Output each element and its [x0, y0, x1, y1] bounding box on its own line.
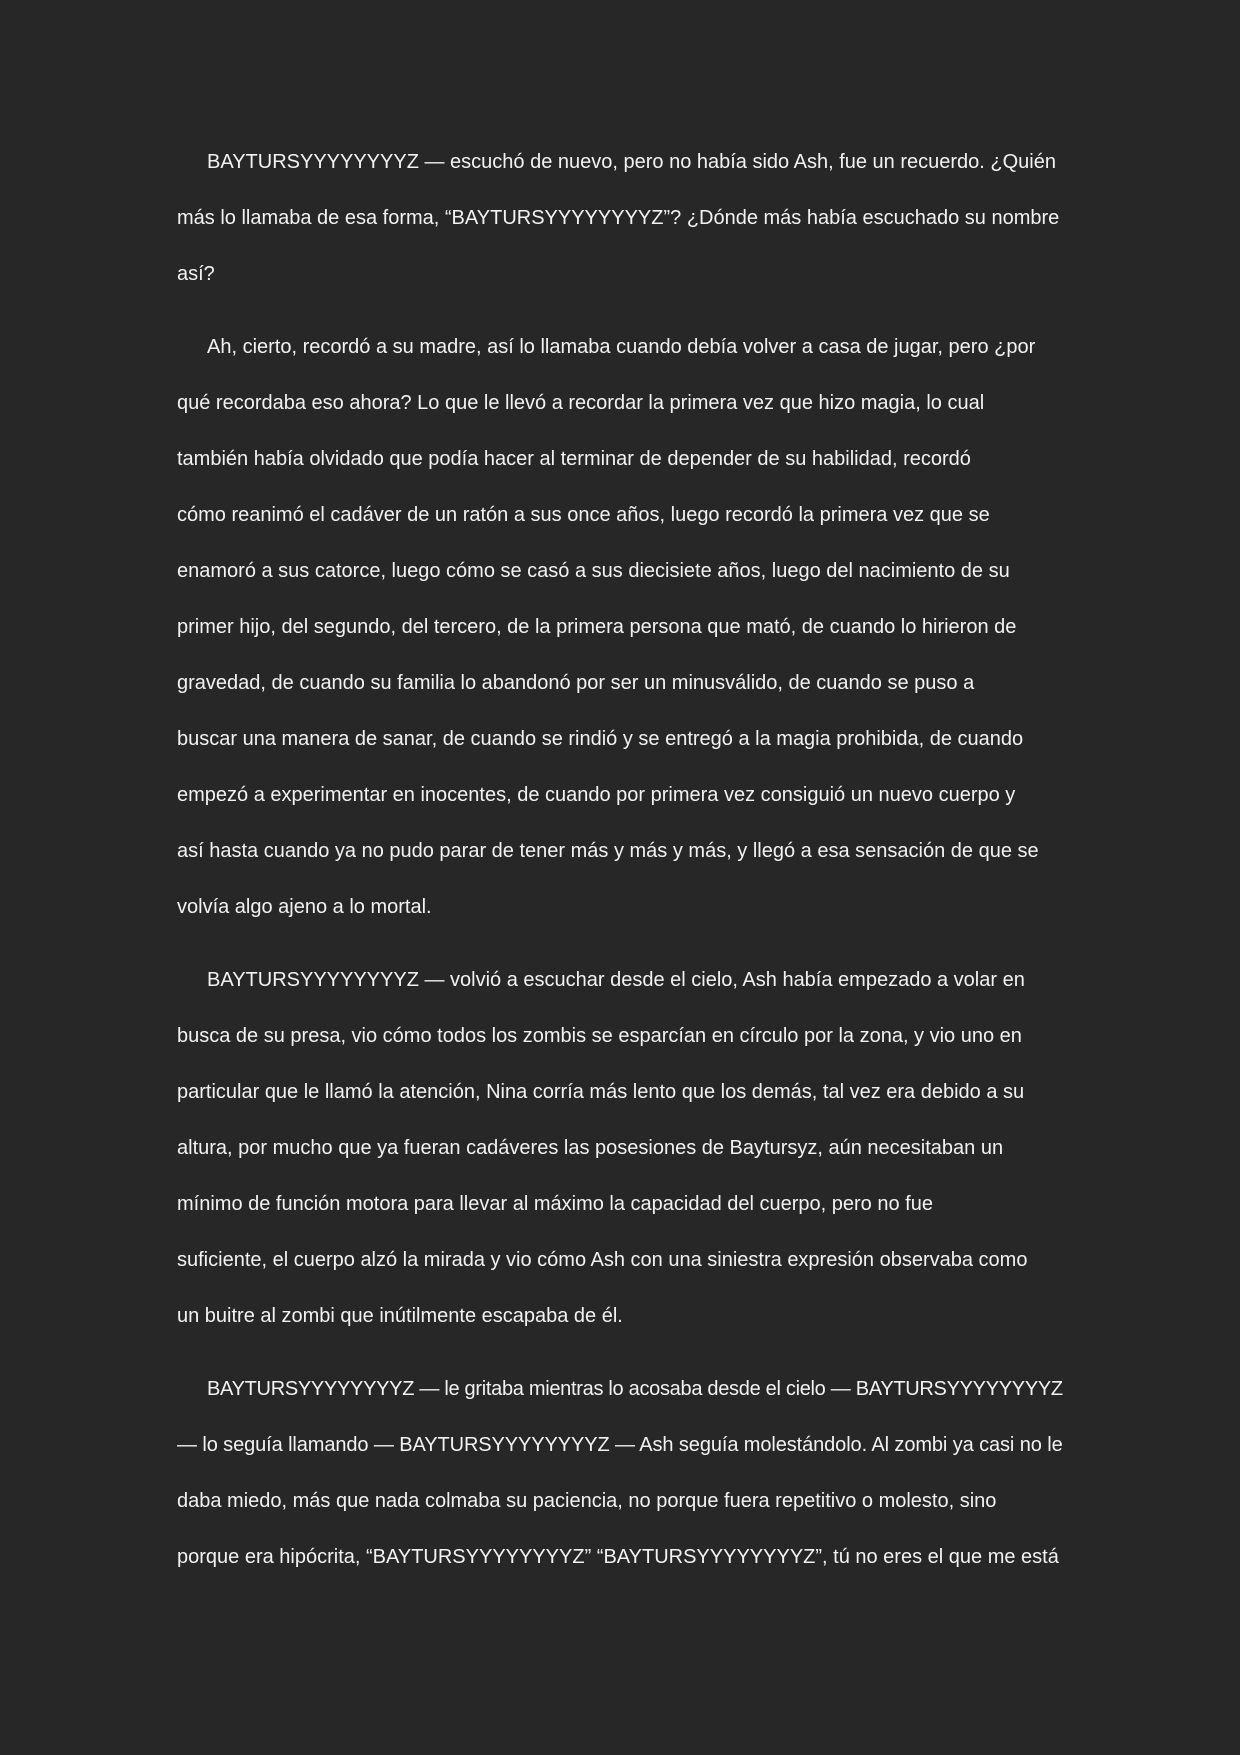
text-line: así hasta cuando ya no pudo parar de tener más y más y más, y llegó a esa sensación de que se: [177, 840, 1039, 862]
text-line: volvía algo ajeno a lo mortal.: [177, 896, 432, 918]
document-body: [177, 134, 1065, 1585]
text-line: gravedad, de cuando su familia lo abandonó por ser un minusválido, de cuando se puso a: [177, 672, 975, 694]
paragraph-2: [177, 319, 1065, 935]
text-line: suficiente, el cuerpo alzó la mirada y vio cómo Ash con una siniestra expresión observaba como: [177, 1249, 1028, 1271]
text-line: un buitre al zombi que inútilmente escapaba de él.: [177, 1305, 623, 1327]
text-line: altura, por mucho que ya fueran cadáveres las posesiones de Baytursyz, aún necesitaban un: [177, 1137, 1004, 1159]
text-line: Ah, cierto, recordó a su madre, así lo llamaba cuando debía volver a casa de jugar, pero ¿por: [207, 336, 1036, 358]
text-line: enamoró a sus catorce, luego cómo se casó a sus diecisiete años, luego del nacimiento de su: [177, 560, 1010, 582]
text-line: BAYTURSYYYYYYYYZ — le gritaba mientras lo acosaba desde el cielo — BAYTURSYYYYYYYYZ: [207, 1378, 1063, 1400]
text-line: mínimo de función motora para llevar al máximo la capacidad del cuerpo, pero no fue: [177, 1193, 933, 1215]
paragraph-spacing: [177, 935, 1065, 952]
text-line: cómo reanimó el cadáver de un ratón a sus once años, luego recordó la primera vez que se: [177, 504, 990, 526]
text-line: también había olvidado que podía hacer al terminar de depender de su habilidad, recordó: [177, 448, 971, 470]
text-line: primer hijo, del segundo, del tercero, de la primera persona que mató, de cuando lo hirieron de: [177, 616, 1017, 638]
text-line: daba miedo, más que nada colmaba su paciencia, no porque fuera repetitivo o molesto, sino: [177, 1490, 997, 1512]
paragraph-1: [177, 134, 1065, 302]
text-line: así?: [177, 263, 215, 285]
text-line: qué recordaba eso ahora? Lo que le llevó a recordar la primera vez que hizo magia, lo cual: [177, 392, 985, 414]
paragraph-4: [177, 1361, 1065, 1585]
text-line: más lo llamaba de esa forma, “BAYTURSYYYYYYYYZ”? ¿Dónde más había escuchado su nombre: [177, 207, 1060, 229]
paragraph-3: [177, 952, 1065, 1344]
text-line: buscar una manera de sanar, de cuando se rindió y se entregó a la magia prohibida, de cuando: [177, 728, 1024, 750]
text-line: BAYTURSYYYYYYYYZ — escuchó de nuevo, pero no había sido Ash, fue un recuerdo. ¿Quién: [207, 151, 1056, 173]
paragraph-spacing: [177, 1344, 1065, 1361]
text-line: particular que le llamó la atención, Nina corría más lento que los demás, tal vez era debido a su: [177, 1081, 1025, 1103]
text-line: busca de su presa, vio cómo todos los zombis se esparcían en círculo por la zona, y vio uno en: [177, 1025, 1022, 1047]
text-line: — lo seguía llamando — BAYTURSYYYYYYYYZ — Ash seguía molestándolo. Al zombi ya casi no le: [177, 1434, 1063, 1456]
text-line: BAYTURSYYYYYYYYZ — volvió a escuchar desde el cielo, Ash había empezado a volar en: [207, 969, 1025, 991]
text-line: porque era hipócrita, “BAYTURSYYYYYYYYZ” “BAYTURSYYYYYYYYZ”, tú no eres el que me está: [177, 1546, 1059, 1568]
paragraph-spacing: [177, 302, 1065, 319]
text-line: empezó a experimentar en inocentes, de cuando por primera vez consiguió un nuevo cuerpo y: [177, 784, 1016, 806]
